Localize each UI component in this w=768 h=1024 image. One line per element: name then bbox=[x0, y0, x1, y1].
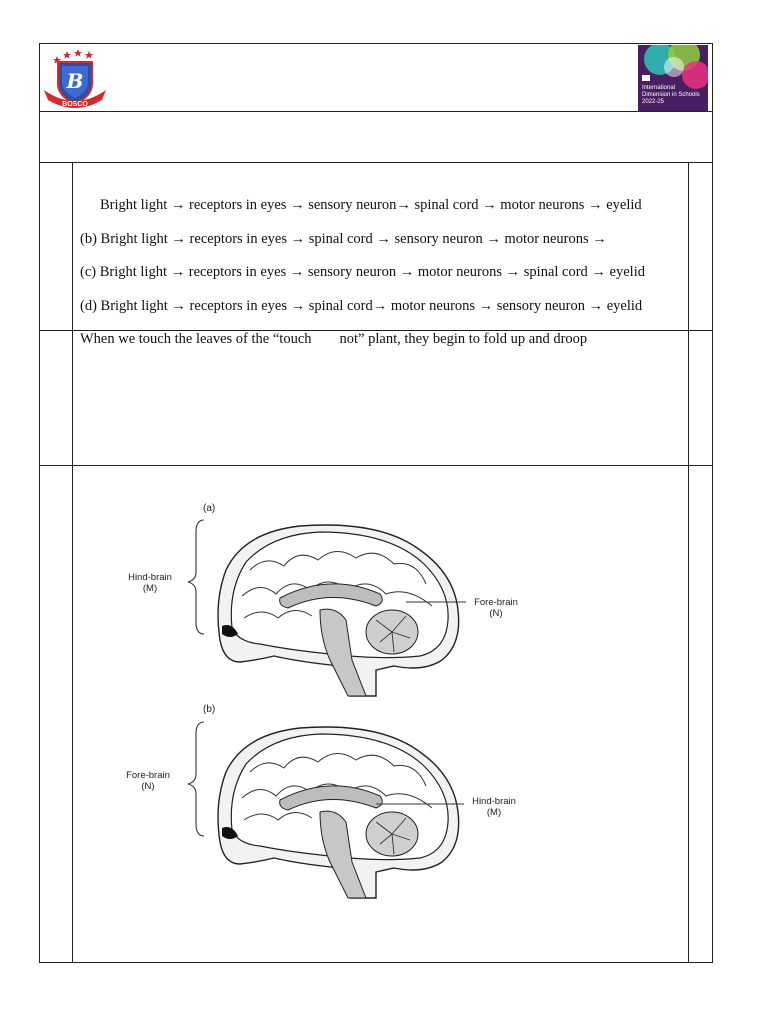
diagram-a-tag: (a) bbox=[203, 503, 216, 514]
badge-line: Dimension in Schools bbox=[642, 92, 700, 98]
row-divider bbox=[39, 162, 713, 163]
question-2-part2: not” plant, they begin to fold up and droop bbox=[339, 331, 588, 347]
option-d: (d) Bright light → receptors in eyes → spinal cord→ motor neurons → sensory neuron → eyelid bbox=[80, 298, 643, 314]
badge-line: 2022-25 bbox=[642, 99, 665, 105]
brain-diagram-a bbox=[180, 510, 480, 700]
option-c: (c) Bright light → receptors in eyes → sensory neuron → motor neurons → spinal cord → eyelid bbox=[80, 264, 645, 280]
international-dimension-badge bbox=[638, 45, 708, 111]
question-2-part1: When we touch the leaves of the “touch bbox=[80, 331, 312, 347]
diagram-a-right-label: Fore-brain (N) bbox=[474, 597, 518, 619]
column-divider bbox=[72, 162, 73, 963]
row-divider bbox=[39, 465, 713, 466]
school-logo bbox=[40, 46, 110, 110]
badge-line: International bbox=[642, 85, 676, 91]
column-divider bbox=[688, 162, 689, 963]
diagram-b-left-label: Fore-brain (N) bbox=[126, 770, 170, 792]
option-b: (b) Bright light → receptors in eyes → spinal cord → sensory neuron → motor neurons → bbox=[80, 231, 607, 247]
diagram-b-right-label: Hind-brain (M) bbox=[472, 796, 516, 818]
option-a: Bright light → receptors in eyes → sensory neuron→ spinal cord → motor neurons → eyelid bbox=[100, 197, 642, 213]
diagram-b-tag: (b) bbox=[203, 704, 216, 715]
logo-letter: B bbox=[66, 69, 84, 93]
brain-diagram-b bbox=[180, 712, 480, 902]
question-2-text bbox=[80, 331, 587, 348]
diagram-a-left-label: Hind-brain (M) bbox=[128, 572, 172, 594]
logo-wordmark: BOSCO bbox=[62, 101, 88, 108]
row-divider bbox=[39, 111, 713, 112]
